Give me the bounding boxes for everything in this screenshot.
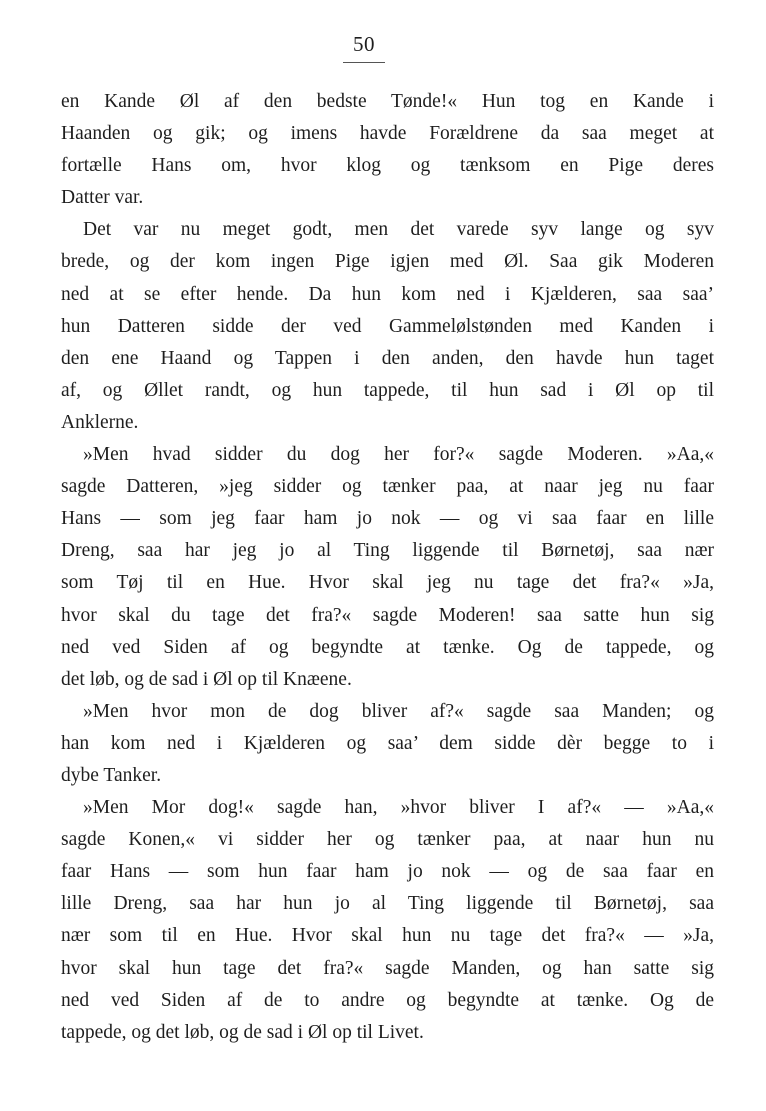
text-line: faar Hans — som hun faar ham jo nok — og de saa faar en [61, 861, 714, 883]
text-line: lille Dreng, saa har hun jo al Ting liggende til Børnetøj, saa [61, 893, 714, 915]
text-line: Hans — som jeg faar ham jo nok — og vi saa faar en lille [61, 508, 714, 530]
text-line: sagde Datteren, »jeg sidder og tænker paa, at naar jeg nu faar [61, 476, 714, 498]
page-number-rule [343, 62, 385, 63]
text-line: som Tøj til en Hue. Hvor skal jeg nu tage det fra?« »Ja, [61, 572, 714, 594]
body-text [61, 86, 714, 1049]
page-number: 50 [353, 32, 375, 56]
text-line: Dreng, saa har jeg jo al Ting liggende til Børnetøj, saa nær [61, 540, 714, 562]
text-line: dybe Tanker. [61, 764, 162, 786]
text-line: ned at se efter hende. Da hun kom ned i Kjælderen, saa saa’ [61, 283, 714, 305]
text-line: »Men hvad sidder du dog her for?« sagde Moderen. »Aa,« [83, 444, 714, 466]
text-line: Haanden og gik; og imens havde Forældrene da saa meget at [61, 123, 714, 145]
text-line: »Men Mor dog!« sagde han, »hvor bliver I af?« — »Aa,« [83, 797, 714, 819]
text-line: ned ved Siden af og begyndte at tænke. Og de tappede, og [61, 636, 714, 658]
text-line: den ene Haand og Tappen i den anden, den havde hun taget [61, 347, 714, 369]
text-line: Datter var. [61, 187, 144, 209]
text-line: nær som til en Hue. Hvor skal hun nu tage det fra?« — »Ja, [61, 925, 714, 947]
text-line: hun Datteren sidde der ved Gammelølstønden med Kanden i [61, 315, 714, 337]
text-line: brede, og der kom ingen Pige igjen med Øl. Saa gik Moderen [61, 251, 714, 273]
text-line: hvor skal du tage det fra?« sagde Moderen! saa satte hun sig [61, 604, 714, 626]
text-line: han kom ned i Kjælderen og saa’ dem sidde dèr begge to i [61, 732, 714, 754]
text-line: Det var nu meget godt, men det varede syv lange og syv [83, 219, 714, 241]
text-line: en Kande Øl af den bedste Tønde!« Hun tog en Kande i [61, 91, 714, 112]
text-line: af, og Øllet randt, og hun tappede, til hun sad i Øl op til [61, 379, 714, 401]
text-line: Anklerne. [61, 411, 139, 433]
text-line: det løb, og de sad i Øl op til Knæene. [61, 668, 352, 690]
text-line: sagde Konen,« vi sidder her og tænker paa, at naar hun nu [61, 829, 714, 851]
text-line: tappede, og det løb, og de sad i Øl op til Livet. [61, 1021, 424, 1043]
text-line: fortælle Hans om, hvor klog og tænksom en Pige deres [61, 155, 714, 177]
text-line: ned ved Siden af de to andre og begyndte at tænke. Og de [61, 989, 714, 1011]
text-line: hvor skal hun tage det fra?« sagde Manden, og han satte sig [61, 957, 714, 979]
text-line: »Men hvor mon de dog bliver af?« sagde saa Manden; og [83, 700, 714, 722]
